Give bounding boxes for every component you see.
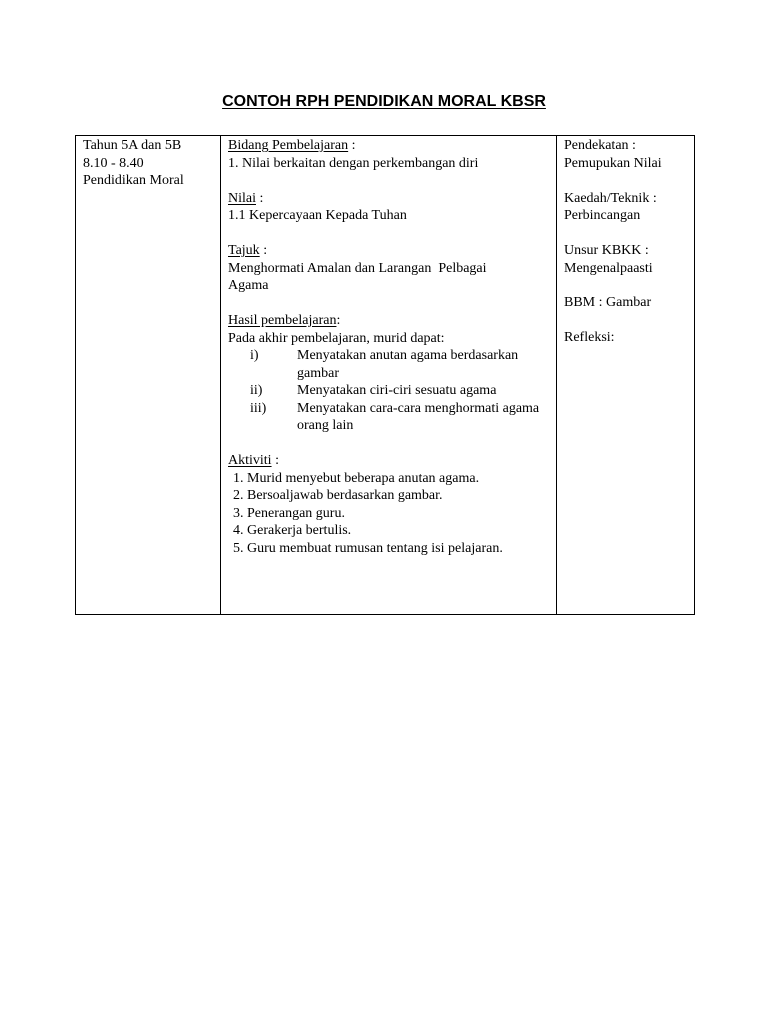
pendekatan-label: Pendekatan :: [564, 138, 636, 153]
class-info-cell: [76, 136, 221, 615]
approach-cell: [557, 136, 695, 615]
activity-item: 5. Guru membuat rumusan tentang isi pelajaran.: [233, 540, 503, 556]
unsur-value: Mengenalpaasti: [564, 260, 653, 276]
hasil-label: Hasil pembelajaran: [228, 313, 337, 328]
activity-item: 2. Bersoaljawab berdasarkan gambar.: [233, 488, 443, 503]
kaedah-value: Perbincangan: [564, 208, 641, 223]
objective-item: [228, 347, 549, 382]
nilai-heading: [228, 190, 549, 208]
nilai-value: 1.1 Kepercayaan Kepada Tuhan: [228, 208, 407, 223]
lesson-content-cell: [221, 136, 557, 615]
activity-item: 4. Gerakerja bertulis.: [233, 523, 352, 538]
activity-item: 3. Penerangan guru.: [233, 505, 345, 521]
bidang-value: 1. Nilai berkaitan dengan perkembangan diri: [228, 155, 479, 171]
lesson-plan-row: [76, 136, 695, 615]
aktiviti-heading: [228, 452, 549, 470]
hasil-intro: Pada akhir pembelajaran, murid dapat:: [228, 330, 445, 346]
objective-item: [228, 382, 549, 400]
pendekatan-value: Pemupukan Nilai: [564, 155, 662, 171]
nilai-label: Nilai: [228, 190, 256, 206]
kaedah-label: Kaedah/Teknik :: [564, 190, 657, 206]
objective-number: i): [250, 348, 259, 363]
objective-text: Menyatakan anutan agama berdasarkan gambar: [297, 348, 519, 381]
tajuk-label: Tajuk: [228, 243, 260, 258]
lesson-plan-table: [75, 135, 695, 615]
bidang-heading: [228, 137, 549, 155]
objective-number: iii): [250, 400, 267, 416]
objectives-list: [228, 347, 549, 435]
aktiviti-suffix: :: [271, 453, 279, 468]
objective-text: Menyatakan ciri-ciri sesuatu agama: [297, 383, 497, 398]
bidang-suffix: :: [348, 138, 356, 153]
hasil-heading: [228, 312, 549, 330]
nilai-suffix: :: [256, 190, 264, 206]
bidang-label: Bidang Pembelajaran: [228, 138, 349, 153]
tajuk-value-line-2: Agama: [228, 278, 269, 293]
hasil-suffix: :: [336, 313, 341, 328]
objective-text: Menyatakan cara-cara menghormati agama orang lain: [297, 400, 540, 433]
aktiviti-label: Aktiviti: [228, 453, 272, 468]
refleksi-label: Refleksi:: [564, 330, 615, 345]
subject-name: Pendidikan Moral: [83, 173, 184, 188]
document-title: CONTOH RPH PENDIDIKAN MORAL KBSR: [222, 93, 546, 110]
bbm-text: BBM : Gambar: [564, 295, 652, 310]
class-name: Tahun 5A dan 5B: [83, 138, 182, 153]
tajuk-value-line-1: Menghormati Amalan dan Larangan Pelbagai: [228, 260, 487, 276]
lesson-time: 8.10 - 8.40: [83, 155, 144, 171]
unsur-label: Unsur KBKK :: [564, 243, 649, 258]
tajuk-heading: [228, 242, 549, 260]
objective-number: ii): [250, 383, 263, 398]
activity-item: 1. Murid menyebut beberapa anutan agama.: [233, 470, 480, 486]
tajuk-suffix: :: [259, 243, 268, 258]
objective-item: [228, 400, 549, 435]
activities-list: [228, 470, 549, 558]
